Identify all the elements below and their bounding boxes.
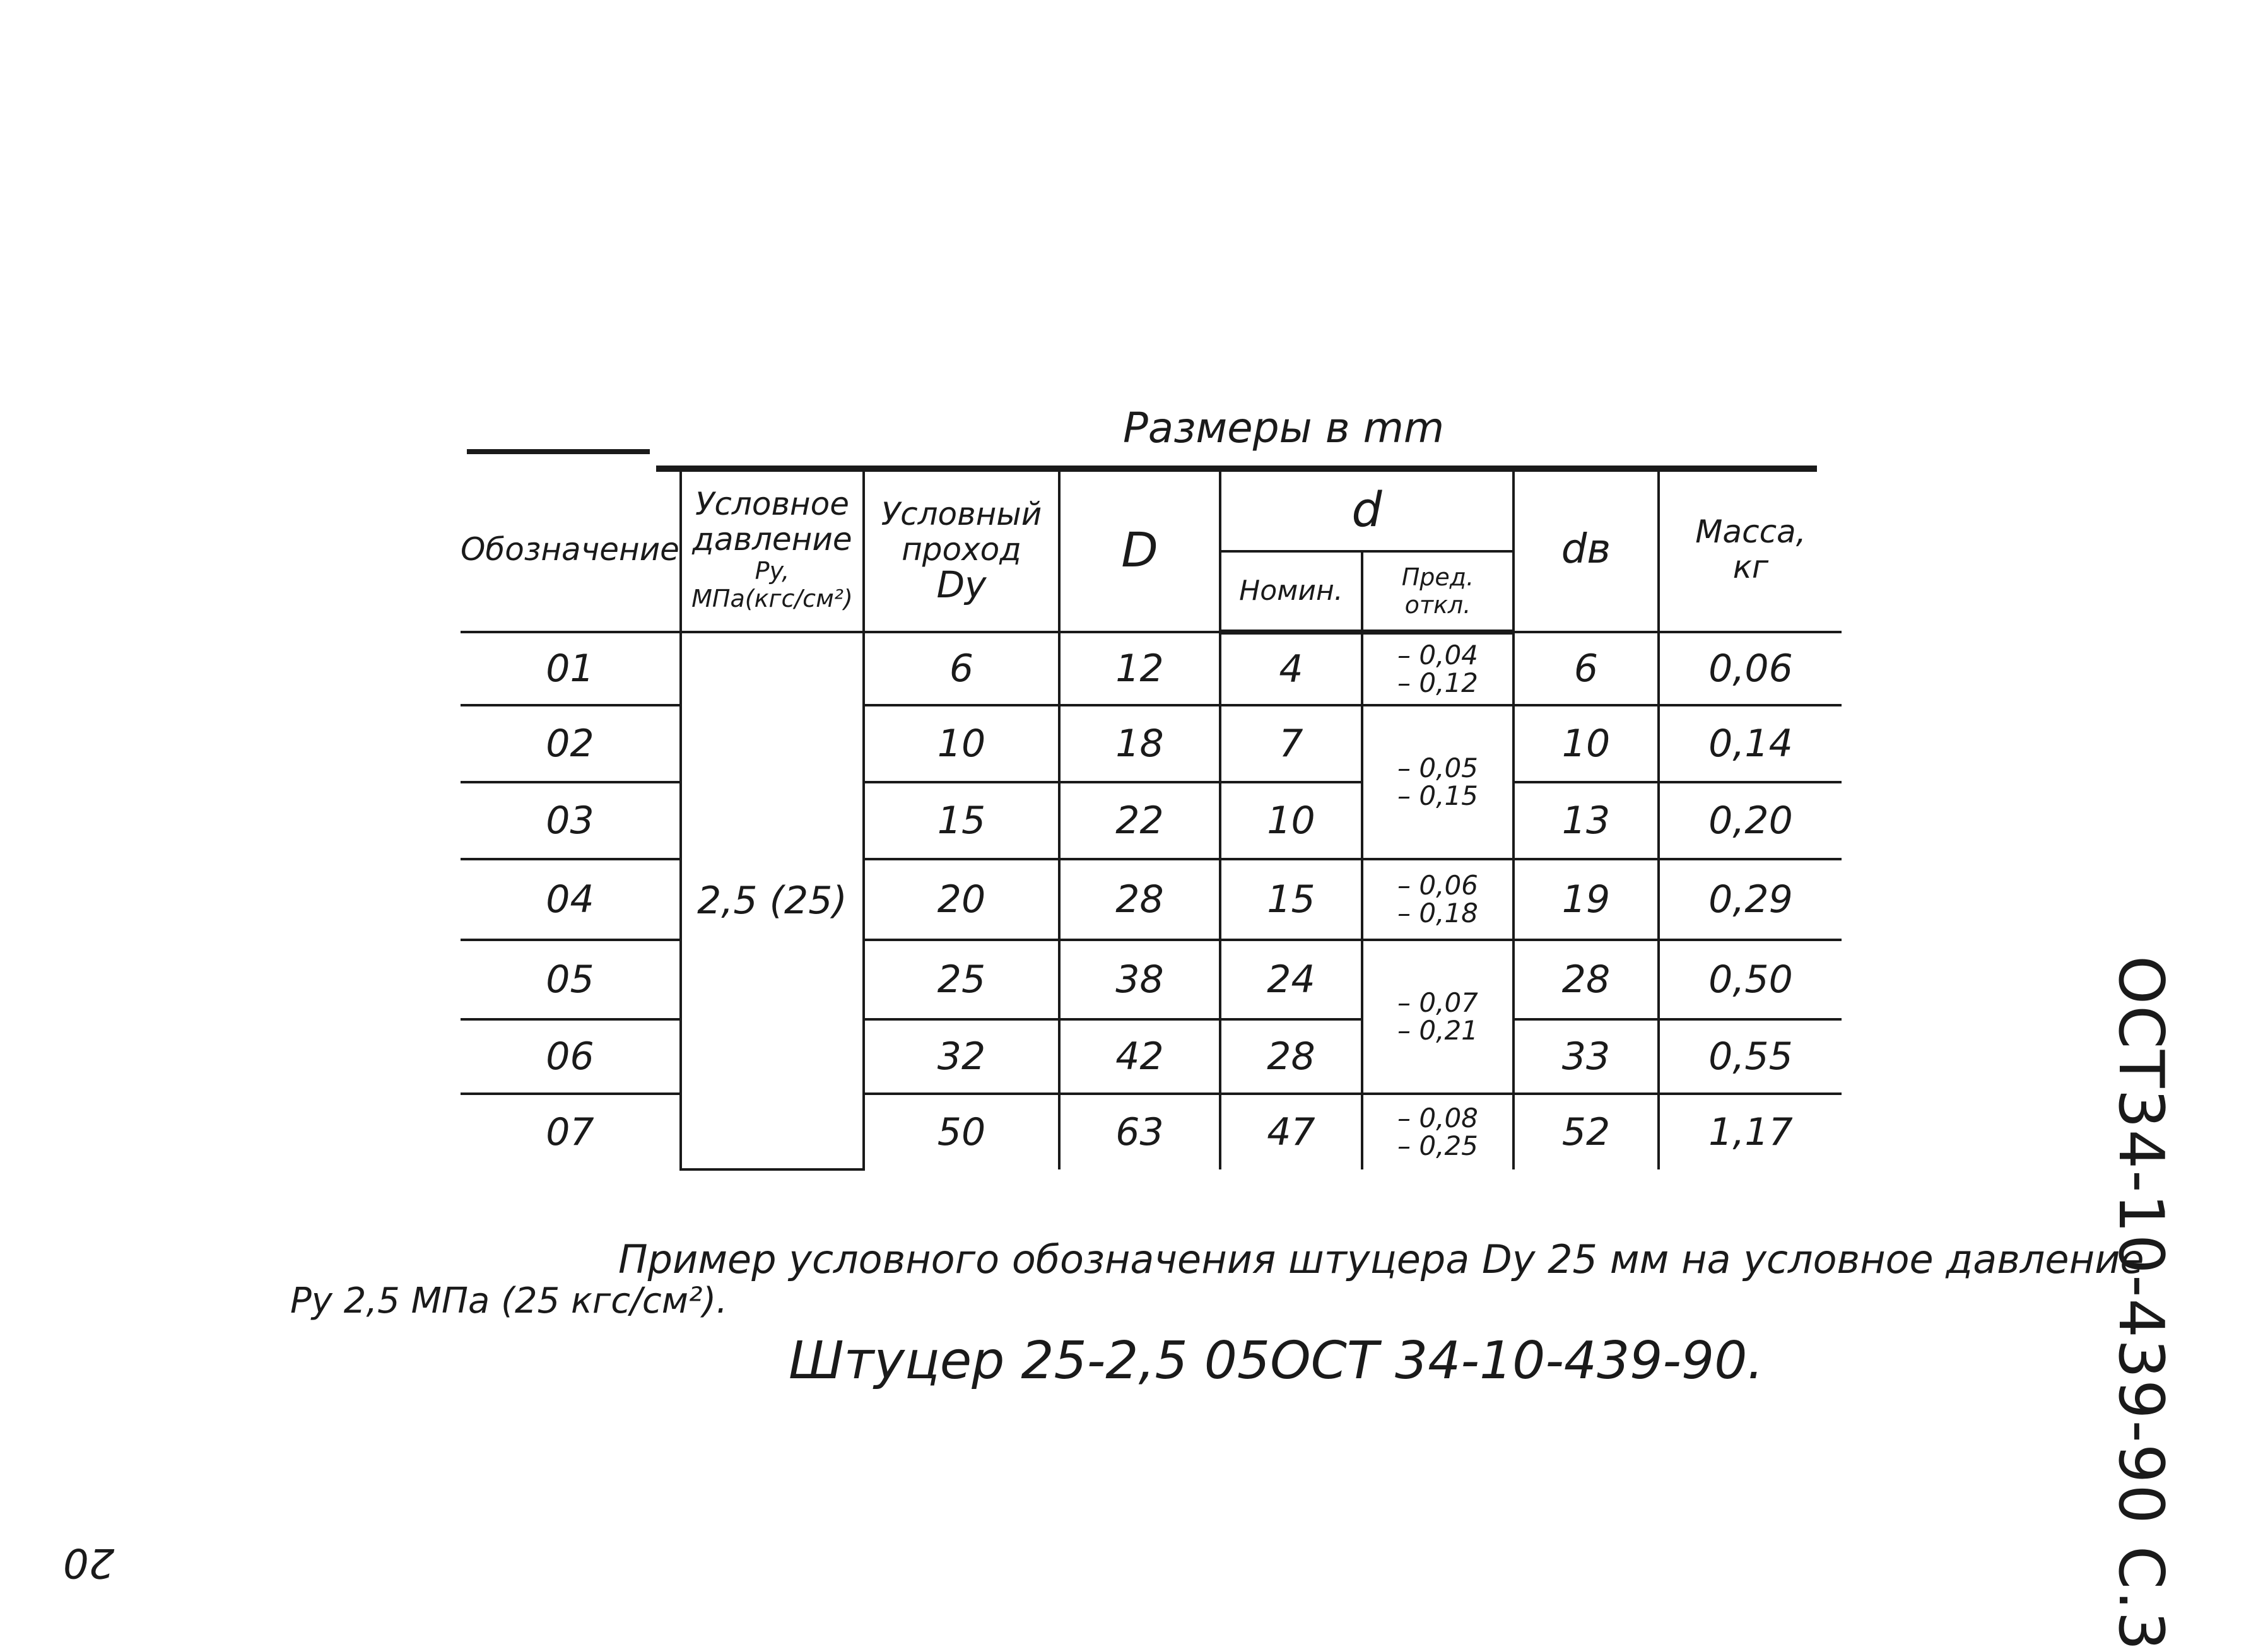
cell-d-nominal: 7 bbox=[1220, 705, 1362, 782]
table-row bbox=[461, 782, 1842, 859]
table-row bbox=[461, 705, 1842, 782]
cell-mass: 1,17 bbox=[1659, 1094, 1842, 1169]
page-number: 20 bbox=[63, 1539, 115, 1586]
tolerance-upper: – 0,07 bbox=[1397, 987, 1478, 1018]
cell-dv: 13 bbox=[1513, 782, 1659, 859]
header-pressure bbox=[681, 468, 864, 632]
cell-mass: 0,55 bbox=[1659, 1019, 1842, 1094]
cell-designation: 01 bbox=[461, 632, 681, 705]
cell-dv: 19 bbox=[1513, 859, 1659, 940]
cell-tolerance bbox=[1362, 859, 1513, 940]
header-mass-l2: кг bbox=[1732, 549, 1769, 585]
cell-tolerance bbox=[1362, 705, 1513, 859]
cell-mass: 0,29 bbox=[1659, 859, 1842, 940]
header-bore-l1: Условный bbox=[881, 496, 1042, 532]
cell-mass: 0,20 bbox=[1659, 782, 1842, 859]
cell-bore: 50 bbox=[864, 1094, 1059, 1169]
header-d-dev-l2: откл. bbox=[1404, 591, 1471, 619]
header-d: d bbox=[1220, 468, 1513, 551]
cell-D: 12 bbox=[1059, 632, 1220, 705]
cell-D: 22 bbox=[1059, 782, 1220, 859]
header-bore-l2: проход bbox=[902, 531, 1021, 568]
tolerance-lower: – 0,15 bbox=[1397, 780, 1478, 811]
cell-D: 28 bbox=[1059, 859, 1220, 940]
cell-d-nominal: 10 bbox=[1220, 782, 1362, 859]
cell-d-nominal: 47 bbox=[1220, 1094, 1362, 1169]
cell-dv: 28 bbox=[1513, 940, 1659, 1019]
cell-bore: 20 bbox=[864, 859, 1059, 940]
example-line-1: Пример условного обозначения штуцера Dy 25 мм на условное давление bbox=[618, 1236, 2144, 1282]
table-row bbox=[461, 859, 1842, 940]
tolerance-lower: – 0,25 bbox=[1397, 1130, 1478, 1161]
cell-designation: 02 bbox=[461, 705, 681, 782]
cell-mass: 0,14 bbox=[1659, 705, 1842, 782]
cell-bore: 15 bbox=[864, 782, 1059, 859]
cell-d-nominal: 28 bbox=[1220, 1019, 1362, 1094]
header-mass-l1: Масса, bbox=[1695, 513, 1806, 550]
header-pressure-l2: давление bbox=[692, 521, 852, 558]
table-row bbox=[461, 1094, 1842, 1169]
standard-stamp: ОСТ34-10-439-90 С.3 bbox=[2105, 956, 2177, 1652]
table-row bbox=[461, 632, 1842, 705]
tolerance-upper: – 0,08 bbox=[1397, 1103, 1478, 1134]
header-d-nominal: Номин. bbox=[1220, 551, 1362, 632]
example-line-2: Py 2,5 MПа (25 кгс/см²). bbox=[290, 1280, 728, 1321]
example-designation: Штуцер 25-2,5 05ОСТ 34-10-439-90. bbox=[789, 1331, 1764, 1391]
tolerance-lower: – 0,21 bbox=[1397, 1015, 1478, 1046]
cell-D: 42 bbox=[1059, 1019, 1220, 1094]
cell-mass: 0,50 bbox=[1659, 940, 1842, 1019]
header-bore-l3: Dy bbox=[936, 563, 987, 606]
cell-designation: 03 bbox=[461, 782, 681, 859]
tolerance-lower: – 0,18 bbox=[1397, 898, 1478, 929]
header-d-deviation bbox=[1362, 551, 1513, 632]
cell-D: 63 bbox=[1059, 1094, 1220, 1169]
cell-D: 18 bbox=[1059, 705, 1220, 782]
header-bore bbox=[864, 468, 1059, 632]
header-d-dev-l1: Пред. bbox=[1401, 563, 1474, 591]
cell-dv: 33 bbox=[1513, 1019, 1659, 1094]
cell-d-nominal: 15 bbox=[1220, 859, 1362, 940]
dimensions-table bbox=[461, 468, 1842, 1171]
header-designation bbox=[461, 468, 681, 632]
cell-bore: 25 bbox=[864, 940, 1059, 1019]
table-row bbox=[461, 940, 1842, 1019]
cell-designation: 06 bbox=[461, 1019, 681, 1094]
cell-dv: 52 bbox=[1513, 1094, 1659, 1169]
header-mass bbox=[1659, 468, 1842, 632]
table-caption: Размеры в mm bbox=[1123, 404, 1445, 452]
header-pressure-l1: Условное bbox=[695, 486, 849, 522]
cell-dv: 10 bbox=[1513, 705, 1659, 782]
header-dv: dв bbox=[1513, 468, 1659, 632]
header-designation-label: Обозначение bbox=[461, 531, 679, 568]
header-pressure-l3: Py, bbox=[755, 557, 790, 585]
header-D: D bbox=[1059, 468, 1220, 632]
tolerance-lower: – 0,12 bbox=[1397, 667, 1478, 698]
cell-designation: 04 bbox=[461, 859, 681, 940]
cell-bore: 10 bbox=[864, 705, 1059, 782]
tolerance-upper: – 0,04 bbox=[1397, 640, 1478, 671]
cell-d-nominal: 24 bbox=[1220, 940, 1362, 1019]
tolerance-upper: – 0,06 bbox=[1397, 870, 1478, 901]
cell-tolerance bbox=[1362, 940, 1513, 1094]
table-row bbox=[461, 1019, 1842, 1094]
cell-D: 38 bbox=[1059, 940, 1220, 1019]
cell-designation: 07 bbox=[461, 1094, 681, 1169]
cell-d-nominal: 4 bbox=[1220, 632, 1362, 705]
top-rule-left bbox=[467, 449, 650, 454]
cell-mass: 0,06 bbox=[1659, 632, 1842, 705]
header-pressure-l4: MПа(кгс/см²) bbox=[691, 585, 853, 612]
cell-bore: 6 bbox=[864, 632, 1059, 705]
cell-dv: 6 bbox=[1513, 632, 1659, 705]
cell-tolerance bbox=[1362, 1094, 1513, 1169]
cell-pressure: 2,5 (25) bbox=[681, 632, 864, 1169]
cell-bore: 32 bbox=[864, 1019, 1059, 1094]
tolerance-upper: – 0,05 bbox=[1397, 753, 1478, 783]
cell-designation: 05 bbox=[461, 940, 681, 1019]
cell-tolerance bbox=[1362, 632, 1513, 705]
